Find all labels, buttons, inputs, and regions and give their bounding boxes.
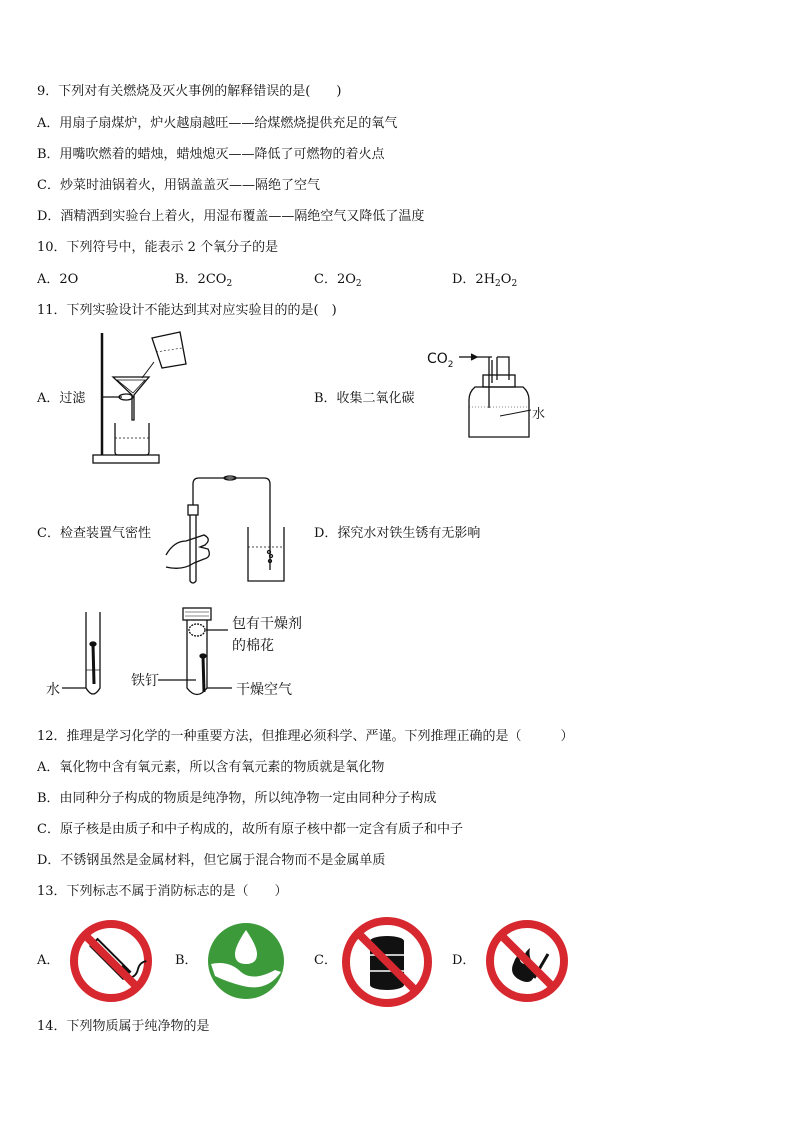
q10-stem: 10．下列符号中，能表示 2 个氧分子的是	[37, 240, 279, 255]
q13-stem: 13．下列标志不属于消防标志的是（ ）	[37, 884, 288, 899]
q12-option-d: D．不锈钢虽然是金属材料，但它属于混合物而不是金属单质	[37, 853, 386, 868]
q12-stem: 12．推理是学习化学的一种重要方法，但推理必须科学、严谨。下列推理正确的是（ ）	[37, 729, 574, 744]
q12-option-b: B．由同种分子构成的物质是纯净物，所以纯净物一定由同种分子构成	[37, 791, 437, 806]
q13-option-d: D．	[452, 953, 476, 968]
co2-collection-bottle-figure	[425, 340, 565, 445]
q11-option-a: A．过滤	[37, 391, 86, 406]
cotton-label-2: 的棉花	[232, 638, 274, 654]
q9-option-b: B．用嘴吹燃着的蜡烛，蜡烛熄灭——降低了可燃物的着火点	[37, 147, 385, 162]
cotton-label-1: 包有干燥剂	[232, 616, 302, 632]
q10-option-a: A．2O	[37, 272, 79, 287]
q12-option-a: A．氧化物中含有氧元素，所以含有氧元素的物质就是氧化物	[37, 760, 385, 775]
dry-air-label: 干燥空气	[236, 682, 292, 698]
q11-option-d: D．探究水对铁生锈有无影响	[314, 526, 481, 541]
q14-stem: 14．下列物质属于纯净物的是	[37, 1019, 210, 1034]
q13-option-b: B．	[175, 953, 198, 968]
no-oil-drum-icon	[340, 915, 434, 1009]
q9-option-c: C．炒菜时油锅着火，用锅盖盖灭——隔绝了空气	[37, 178, 320, 193]
q9-stem: 9．下列对有关燃烧及灭火事例的解释错误的是( )	[37, 84, 342, 99]
co2-label: $CO_2$	[427, 351, 454, 370]
q13-option-a: A．	[37, 953, 60, 968]
water-saving-icon	[205, 920, 287, 1002]
filtration-apparatus-figure	[88, 328, 200, 468]
q9-option-a: A．用扇子扇煤炉，炉火越扇越旺——给煤燃烧提供充足的氧气	[37, 116, 398, 131]
water-label-b: 水	[532, 407, 546, 422]
q13-option-c: C．	[314, 953, 337, 968]
airtightness-check-figure	[160, 475, 300, 587]
q12-option-c: C．原子核是由质子和中子构成的，故所有原子核中都一定含有质子和中子	[37, 822, 463, 837]
q11-option-b: B．收集二氧化碳	[314, 391, 415, 406]
q11-option-c: C．检查装置气密性	[37, 526, 151, 541]
q10-option-b: B．$2CO_2$	[175, 272, 233, 289]
water-label-d: 水	[46, 682, 60, 698]
no-smoking-icon	[68, 918, 154, 1004]
q10-option-d: D．$2H_2O_2$	[452, 272, 518, 289]
iron-rust-experiment-figure	[46, 606, 310, 701]
q11-stem: 11．下列实验设计不能达到其对应实验目的的是( )	[37, 303, 337, 318]
q10-option-c: C．$2O_2$	[314, 272, 362, 289]
nail-label: 铁钉	[131, 673, 159, 689]
no-open-flame-icon	[484, 918, 570, 1004]
q9-option-d: D．酒精洒到实验台上着火，用湿布覆盖——隔绝空气又降低了温度	[37, 209, 425, 224]
